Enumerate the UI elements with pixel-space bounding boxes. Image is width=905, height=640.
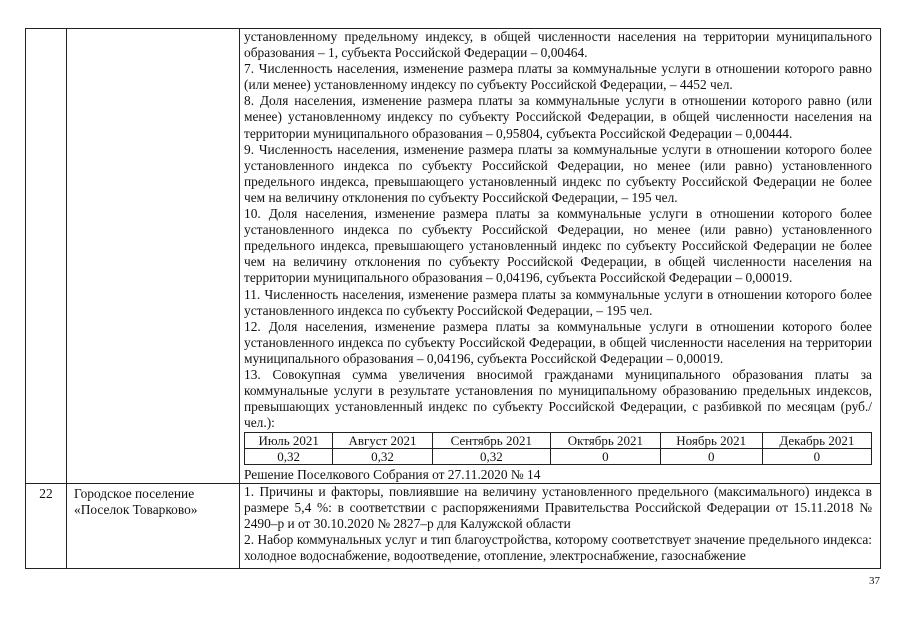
row-22-paragraph-1: 1. Причины и факторы, повлиявшие на величину установленного предельного (максимального) индекса в размере 5,4 %: в соответствии с распоряжениями Правительства Российской Федерации от 15.11.2018 № 2490–р и от 30.10.2020 № 2827–р для Калужской области — [244, 484, 872, 532]
month-header: Сентябрь 2021 — [432, 433, 550, 449]
month-value: 0,32 — [245, 449, 333, 465]
column-divider — [239, 29, 240, 568]
month-value: 0,32 — [432, 449, 550, 465]
month-header-row — [245, 433, 872, 449]
decision-reference: Решение Поселкового Собрания от 27.11.2020 № 14 — [244, 467, 541, 483]
paragraph-12: 12. Доля населения, изменение размера платы за коммунальные услуги в отношении которого более установленного индекса по субъекту Российской Федерации, в общей численности населения на территории муниципального образования – 0,04196, субъекта Российской Федерации – 0,00019. — [244, 318, 872, 366]
paragraph-6-end: установленному предельному индексу, в общей численности населения на территории муниципального образования – 1, субъекта Российской Федерации – 0,00464. — [244, 29, 872, 61]
month-value: 0,32 — [333, 449, 432, 465]
paragraph-11: 11. Численность населения, изменение размера платы за коммунальные услуги в отношении которого более установленного индекса по субъекту Российской Федерации, – 195 чел. — [244, 286, 872, 318]
paragraph-9: 9. Численность населения, изменение размера платы за коммунальные услуги в отношении которого более установленного индекса по субъекту Российской Федерации, но менее (или равно) установленного предельного индекса, превышающего установленный индекс по субъекту Российской Федерации не более чем на величину отклонения по субъекту Российской Федерации, – 195 чел. — [244, 141, 872, 205]
month-value: 0 — [660, 449, 762, 465]
row-22-paragraph-2: 2. Набор коммунальных услуг и тип благоустройства, которому соответствует значение предельного индекса: холодное водоснабжение, водоотведение, отопление, электроснабжение, газоснабжение — [244, 532, 872, 564]
month-header: Июль 2021 — [245, 433, 333, 449]
month-header: Декабрь 2021 — [762, 433, 871, 449]
month-header: Ноябрь 2021 — [660, 433, 762, 449]
month-header: Август 2021 — [333, 433, 432, 449]
municipality-name-line1: Городское поселение — [74, 486, 195, 501]
page-number: 37 — [869, 575, 880, 587]
data-table — [25, 28, 881, 569]
month-value: 0 — [551, 449, 661, 465]
paragraph-10: 10. Доля населения, изменение размера платы за коммунальные услуги в отношении которого более установленного индекса по субъекту Российской Федерации, но менее (или равно) установленного предельного индекса, превышающего установленный индекс по субъекту Российской Федерации не более чем на величину отклонения по субъекту Российской Федерации, в общей численности населения на территории муниципального образования – 0,04196, субъекта Российской Федерации – 0,00019. — [244, 206, 872, 286]
municipality-name-line2: «Поселок Товарково» — [74, 502, 198, 517]
paragraph-13: 13. Совокупная сумма увеличения вносимой гражданами муниципального образования платы за коммунальные услуги в результате установления по муниципальному образованию предельных индексов, превышающих установленный индекс по субъекту Российской Федерации, с разбивкой по месяцам (руб./чел.): — [244, 366, 872, 431]
paragraph-7: 7. Численность населения, изменение размера платы за коммунальные услуги в отношении которого равно (или менее) установленному индексу по субъекту Российской Федерации, – 4452 чел. — [244, 61, 872, 93]
month-value-row — [245, 449, 872, 465]
paragraph-8: 8. Доля населения, изменение размера платы за коммунальные услуги в отношении которого равно (или менее) установленному индексу по субъекту Российской Федерации, в общей численности населения на территории муниципального образования – 0,95804, субъекта Российской Федерации – 0,00444. — [244, 93, 872, 141]
month-value: 0 — [762, 449, 871, 465]
row-22-content — [244, 484, 872, 564]
row-number: 22 — [39, 486, 53, 501]
monthly-increase-table — [244, 432, 872, 465]
month-header: Октябрь 2021 — [551, 433, 661, 449]
column-divider — [66, 29, 67, 568]
municipality-name — [74, 486, 239, 518]
previous-row-content — [244, 29, 872, 483]
